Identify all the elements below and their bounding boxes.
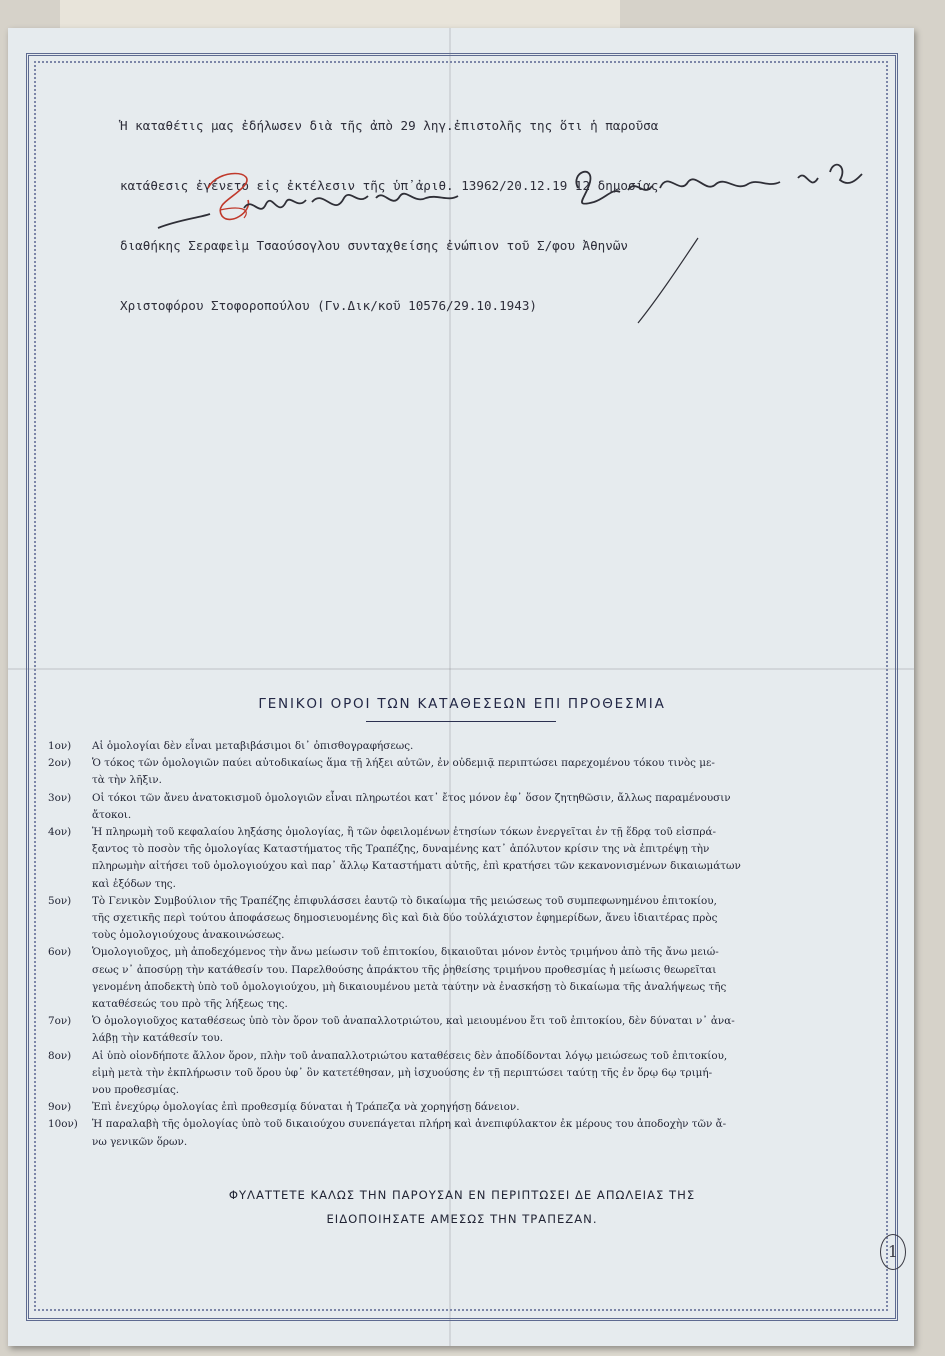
term-text-line: Ἡ πληρωμὴ τοῦ κεφαλαίου ληξάσης ὁμολογίας, ἢ τῶν ὀφειλομένων ἐτησίων τόκων ἐνεργεῖται ἐν τῇ ἕδρᾳ τοῦ εἰσπρά- [92,826,716,839]
term-text-line: Ὁμολογιοῦχος, μὴ ἀποδεχόμενος τὴν ἄνω μείωσιν τοῦ ἐπιτοκίου, δικαιοῦται μόνον ἐντὸς τριμήνου ἀπὸ τῆς ἄνω μειώ- [92,946,719,959]
term-item [48,893,848,945]
term-number: 4ον) [48,826,72,839]
terms-title: ΓΕΝΙΚΟΙ ΟΡΟΙ ΤΩΝ ΚΑΤΑΘΕΣΕΩΝ ΕΠΙ ΠΡΟΘΕΣΜΙΑ [258,696,666,712]
term-number: 3ον) [48,791,72,804]
term-text-line: ξαντος τὸ ποσὸν τῆς ὁμολογίας Καταστήματος τῆς Τραπέζης, δυναμένης κατ᾽ ἀπόλυτον κρίσιν της νὰ ἐπιτρέψῃ τὴν [92,843,710,856]
term-item [48,824,848,893]
term-text-line: Τὸ Γενικὸν Συμβούλιον τῆς Τραπέζης ἐπιφυλάσσει ἑαυτῷ τὸ δικαίωμα τῆς μειώσεως τοῦ συμπεφωνημένου ἐπιτοκίου, [92,894,717,907]
term-text-line: Αἱ ὑπὸ οἱονδήποτε ἄλλον ὅρον, πλὴν τοῦ ἀναπαλλοτριώτου καταθέσεις δὲν ἀποδίδονται λόγῳ μειώσεως τοῦ ἐπιτοκίου, [92,1049,728,1062]
typed-line-3: διαθήκης Σεραφεὶμ Τσαούσογλου συνταχθείσης ἐνώπιον τοῦ Σ/φου Ἀθηνῶν [120,238,628,253]
term-text-line: καὶ ἐξόδων της. [92,877,176,890]
term-text-line: Ὁ ὁμολογιοῦχος καταθέσεως ὑπὸ τὸν ὅρον τοῦ ἀναπαλλοτριώτου, καὶ μειουμένου ἔτι τοῦ ἐπιτοκίου, δὲν δύναται ν᾽ ἀνα- [92,1015,735,1028]
term-item [48,1048,848,1100]
term-item [48,790,848,824]
term-text-line: Ἡ παραλαβὴ τῆς ὁμολογίας ὑπὸ τοῦ δικαιούχου συνεπάγεται πλήρη καὶ ἀνεπιφύλακτον ἐκ μέρους του ἀποδοχὴν τῶν ἄ- [92,1118,727,1131]
document-page [8,28,914,1346]
term-text-line: Ὁ τόκος τῶν ὁμολογιῶν παύει αὐτοδικαίως ἅμα τῇ λήξει αὐτῶν, ἐν οὐδεμιᾷ περιπτώσει παρεχομένου τόκου τινὸς με- [92,757,715,770]
term-item [48,738,848,755]
term-text-line: τὰ τὴν λῆξιν. [92,774,162,787]
term-number: 6ον) [48,946,72,959]
term-number: 7ον) [48,1015,72,1028]
term-item [48,1013,848,1047]
term-item [48,1116,848,1150]
term-text-line: καταθέσεώς του πρὸ τῆς λήξεως της. [92,998,288,1011]
term-item [48,1099,848,1116]
footer-notice [42,1183,882,1231]
signature-left [148,158,478,248]
term-text-line: ἄτοκοι. [92,808,132,821]
term-number: 9ον) [48,1101,72,1114]
term-number: 8ον) [48,1049,72,1062]
typed-line-1: Ἡ καταθέτις μας ἐδήλωσεν διὰ τῆς ἀπὸ 29 ληγ.ἐπιστολῆς της ὅτι ἡ παροῦσα [120,118,659,133]
term-item [48,755,848,789]
footer-line-2: ΕΙΔΟΠΟΙΗΣΑΤΕ ΑΜΕΣΩΣ ΤΗΝ ΤΡΑΠΕΖΑΝ. [326,1212,598,1226]
top-paper-strip [60,0,620,30]
term-text-line: νω γενικῶν ὅρων. [92,1135,188,1148]
term-text-line: πληρωμὴν αἰτήσει τοῦ ὁμολογιούχου καὶ παρ᾽ ἄλλῳ Καταστήματι αὐτῆς, ἐπὶ κρατήσει τῶν κεκανονισμένων δικαιωμάτων [92,860,741,873]
term-item [48,944,848,1013]
term-text-line: Οἱ τόκοι τῶν ἄνευ ἀνατοκισμοῦ ὁμολογιῶν εἶναι πληρωτέοι κατ᾽ ἔτος μόνον ἐφ᾽ ὅσον ζητηθῶσιν, ἄλλως παραμένουσιν [92,791,731,804]
page-number-mark: 1 [880,1234,906,1270]
term-text-line: Αἱ ὁμολογίαι δὲν εἶναι μεταβιβάσιμοι δι᾽ ὀπισθογραφήσεως. [92,740,414,752]
term-text-line: νου προθεσμίας. [92,1084,180,1097]
term-text-line: εἰμὴ μετὰ τὴν ἐκπλήρωσιν τοῦ ὅρου ὑφ᾽ ὃν κατετέθησαν, μὴ ἰσχυούσης ἐν τῇ περιπτώσει ταύτῃ τῆς ἐν ὅρῳ 6ῳ τριμή- [92,1066,713,1079]
typed-line-2: κατάθεσις ἐγένετο εἰς ἐκτέλεσιν τῆς ὑπ᾽ἀριθ. 13962/20.12.19 12 δημοσίας [120,178,659,193]
term-text-line: γενομένη ἀποδεκτὴ ὑπὸ τοῦ ὁμολογιούχου, μὴ δικαιουμένου μετὰ ταύτην νὰ ἐνασκήσῃ τὸ δικαίωμα τῆς ἀναλήψεως τῆς [92,980,727,993]
term-number: 5ον) [48,894,72,907]
term-text-line: τοὺς ὁμολογιούχους ἀνακοινώσεως. [92,929,285,942]
term-text-line: λάβῃ τὴν κατάθεσίν του. [92,1032,224,1045]
term-text-line: Ἐπὶ ἐνεχύρῳ ὁμολογίας ἐπὶ προθεσμίᾳ δύναται ἡ Τράπεζα νὰ χορηγήσῃ δάνειον. [92,1101,520,1114]
term-text-line: σεως ν᾽ ἀποσύρῃ τὴν κατάθεσίν του. Παρελθούσης ἀπράκτου τῆς ῥηθείσης τριμήνου προθεσμίας ἡ μείωσις θεωρεῖται [92,963,717,976]
term-number: 2ον) [48,757,72,770]
term-number: 10ον) [48,1118,78,1131]
term-number: 1ον) [48,740,72,752]
faint-watermark [58,388,878,437]
terms-list [48,738,848,1151]
term-text-line: τῆς σχετικῆς περὶ τούτου ἀποφάσεως δημοσιευομένης δὶς καὶ διὰ δύο τοὐλάχιστον ἐφημερίδων, ἄνευ ἰδιαιτέρας πρὸς [92,912,718,925]
typed-line-4: Χριστοφόρου Στοφοροπούλου (Γν.Δικ/κοῦ 10576/29.10.1943) [120,298,538,313]
signature-right [548,148,868,338]
footer-line-1: ΦΥΛΑΤΤΕΤΕ ΚΑΛΩΣ ΤΗΝ ΠΑΡΟΥΣΑΝ ΕΝ ΠΕΡΙΠΤΩΣΕΙ ΔΕ ΑΠΩΛΕΙΑΣ ΤΗΣ [228,1188,696,1202]
terms-title-underline [366,721,556,722]
